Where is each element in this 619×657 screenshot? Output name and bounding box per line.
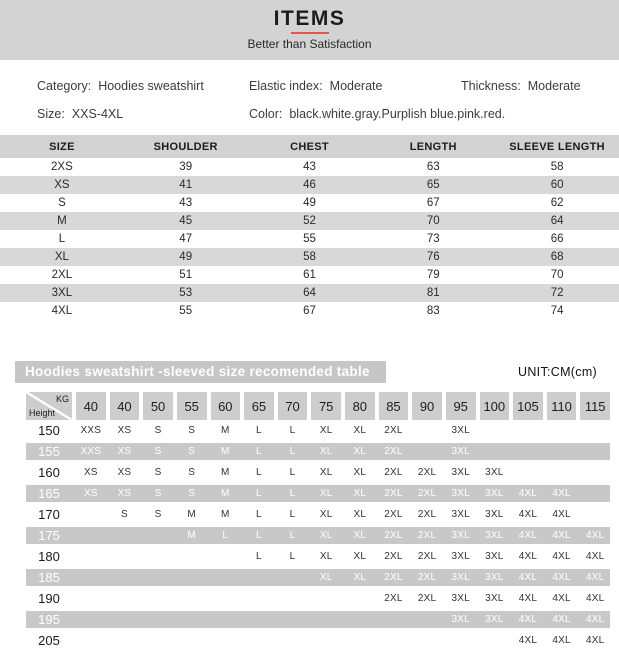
size-table-cell: M [57,215,67,227]
matrix-height-cell: 180 [38,549,60,564]
matrix-size-cell: 4XL [552,635,571,646]
matrix-size-cell: M [221,488,230,499]
matrix-weight-header: 40 [76,392,106,420]
matrix-size-cell: XL [353,530,367,541]
matrix-size-cell: 3XL [485,572,504,583]
matrix-size-cell: L [256,509,262,520]
size-table-cell: 49 [179,251,193,263]
size-table-cell: 43 [179,197,193,209]
matrix-weight-header: 60 [211,392,241,420]
unit-label: UNIT:CM(cm) [518,365,597,379]
size-table-cell: 68 [550,251,564,263]
matrix-size-cell: XL [319,446,333,457]
size-table-cell: 66 [550,233,564,245]
size-table-cell: 55 [179,305,193,317]
matrix-weight-header: 110 [547,392,577,420]
matrix-size-cell: 4XL [585,530,605,541]
matrix-size-cell: S [188,425,196,436]
size-table-row [0,194,619,212]
matrix-size-cell: XXS [80,446,102,457]
matrix-size-cell: M [187,509,196,520]
matrix-row [26,527,610,544]
size-table-cell: S [58,197,66,209]
matrix-size-cell: XL [319,425,333,436]
matrix-size-cell: 4XL [585,551,605,562]
size-table-cell: 76 [426,251,440,263]
matrix-size-cell: 2XL [384,572,403,583]
size-table-header-cell: CHEST [248,135,372,158]
matrix-size-cell: L [289,551,296,562]
matrix-weight-header: 55 [177,392,207,420]
matrix-size-cell: 3XL [451,509,470,520]
size-table-header-cell: LENGTH [371,135,495,158]
matrix-size-cell: 2XL [417,593,437,604]
matrix-row [26,504,610,525]
size-table-cell: 58 [550,161,564,173]
size-table-cell: 43 [303,161,316,173]
matrix-size-cell: 3XL [485,467,504,478]
title-underline [291,32,329,34]
matrix-size-cell: 3XL [485,488,504,499]
matrix-size-cell: 2XL [384,530,403,541]
matrix-size-cell: S [154,509,162,520]
matrix-size-cell: 4XL [552,509,571,520]
size-table-cell: 62 [550,197,564,209]
size-table-cell: 51 [179,269,193,281]
matrix-weight-header: 70 [278,392,308,420]
matrix-size-cell: 3XL [451,467,470,478]
matrix-row [26,569,610,586]
size-table-cell: 70 [426,215,440,227]
size-table-cell: 81 [426,287,440,299]
matrix-size-cell: L [289,467,296,478]
size-table-cell: 64 [303,287,316,299]
matrix-size-cell: M [187,530,196,541]
matrix-size-cell: 3XL [485,614,504,625]
matrix-size-cell: XS [117,425,132,436]
matrix-row [26,611,610,628]
matrix-size-cell: L [256,446,262,457]
matrix-size-cell: L [289,530,296,541]
matrix-size-cell: 3XL [451,446,470,457]
size-table-cell: XL [54,251,69,263]
recommend-section-header [15,361,597,383]
category-field [37,79,249,93]
size-table-row [0,284,619,302]
matrix-size-cell: XL [319,467,333,478]
size-table-cell: 49 [303,197,316,209]
matrix-size-cell: M [221,467,230,478]
matrix-size-cell: 4XL [585,593,605,604]
matrix-size-cell: XL [353,446,367,457]
info-row-1 [37,79,619,93]
elastic-label: Elastic index: [249,79,323,93]
matrix-row [26,443,610,460]
matrix-size-cell: 2XL [417,467,437,478]
size-table-cell: 2XL [51,269,73,281]
matrix-size-cell: 2XL [384,488,403,499]
matrix-size-cell: S [154,446,162,457]
header-banner [0,0,619,60]
matrix-size-cell: 4XL [518,572,538,583]
kg-label: KG [55,394,69,404]
matrix-size-cell: 3XL [451,488,470,499]
matrix-size-cell: 2XL [417,488,437,499]
matrix-row [26,546,610,567]
matrix-size-cell: XS [83,488,98,499]
matrix-row [26,462,610,483]
matrix-weight-header: 40 [110,392,140,420]
color-label: Color: [249,107,283,121]
matrix-size-cell: 3XL [451,425,470,436]
matrix-size-cell: 3XL [451,614,470,625]
size-table-row [0,302,619,320]
size-table-row [0,248,619,266]
size-measurement-table [0,135,619,320]
matrix-size-cell: 2XL [417,530,437,541]
matrix-size-cell: M [221,425,230,436]
matrix-size-cell: 2XL [417,509,437,520]
corner-cell [26,392,72,420]
size-table-body [0,158,619,320]
matrix-row [26,485,610,502]
matrix-weight-header: 75 [311,392,341,420]
matrix-height-cell: 205 [38,633,60,648]
size-table-cell: 60 [550,179,564,191]
matrix-size-cell: 3XL [485,593,504,604]
size-table-cell: 67 [303,305,316,317]
size-table-cell: 45 [179,215,193,227]
matrix-weight-header: 85 [379,392,409,420]
size-table-header-cell: SIZE [0,135,124,158]
matrix-size-cell: L [256,530,262,541]
matrix-height-cell: 150 [38,423,60,438]
matrix-height-cell: 170 [38,507,60,522]
matrix-weight-header: 90 [412,392,442,420]
matrix-size-cell: L [256,467,262,478]
matrix-size-cell: 4XL [552,551,571,562]
matrix-size-cell: 4XL [552,488,571,499]
matrix-size-cell: 3XL [451,572,470,583]
matrix-size-cell: XL [319,572,333,583]
size-table-cell: 74 [550,305,564,317]
matrix-row [26,420,610,441]
size-recommend-matrix [26,392,610,651]
category-value: Hoodies sweatshirt [98,79,204,93]
matrix-size-cell: S [188,467,196,478]
matrix-size-cell: 4XL [552,572,571,583]
page-title: ITEMS [273,7,346,30]
matrix-size-cell: 2XL [384,467,403,478]
matrix-size-cell: S [121,509,128,520]
matrix-weight-header: 95 [446,392,476,420]
size-table-header-cell: SHOULDER [124,135,248,158]
size-table-cell: 65 [426,179,440,191]
matrix-size-cell: 4XL [518,509,538,520]
thickness-label: Thickness: [461,79,521,93]
matrix-header-row [26,392,610,420]
matrix-weight-header: 50 [143,392,173,420]
matrix-size-cell: 4XL [552,593,571,604]
matrix-size-cell: L [256,488,262,499]
matrix-size-cell: XL [319,509,333,520]
matrix-size-cell: L [256,551,262,562]
matrix-height-cell: 185 [38,570,60,585]
height-label: Height [29,408,56,418]
matrix-size-cell: 4XL [585,572,605,583]
size-label: Size: [37,107,65,121]
size-table-cell: 83 [426,305,440,317]
matrix-size-cell: XXS [80,425,102,436]
matrix-size-cell: 4XL [518,614,538,625]
matrix-size-cell: XS [83,467,98,478]
size-table-cell: 52 [303,215,316,227]
matrix-size-cell: 4XL [518,530,538,541]
matrix-size-cell: XL [353,467,367,478]
elastic-value: Moderate [329,79,383,93]
size-table-row [0,230,619,248]
matrix-size-cell: 2XL [384,446,403,457]
matrix-size-cell: 3XL [485,530,504,541]
matrix-size-cell: 3XL [485,509,504,520]
matrix-size-cell: XL [353,551,367,562]
matrix-weight-header: 105 [513,392,543,420]
matrix-size-cell: XS [117,488,132,499]
matrix-size-cell: S [154,425,162,436]
matrix-row [26,630,610,651]
size-table-cell: 41 [179,179,193,191]
matrix-size-cell: L [289,425,296,436]
size-table-row [0,158,619,176]
color-field [249,107,619,121]
matrix-size-cell: L [256,425,262,436]
size-table-cell: 53 [179,287,193,299]
size-table-row [0,212,619,230]
matrix-height-cell: 195 [38,612,60,627]
size-table-cell: 46 [303,179,316,191]
matrix-size-cell: 2XL [384,509,403,520]
matrix-size-cell: 3XL [451,593,470,604]
matrix-weight-header: 80 [345,392,375,420]
size-table-cell: 63 [426,161,440,173]
matrix-size-cell: 4XL [518,635,538,646]
matrix-row [26,588,610,609]
matrix-size-cell: S [188,446,196,457]
size-table-cell: 55 [303,233,316,245]
matrix-size-cell: XL [353,425,367,436]
size-table-cell: 47 [179,233,193,245]
matrix-size-cell: XL [353,488,367,499]
size-table-header-cell: SLEEVE LENGTH [495,135,619,158]
matrix-height-cell: 160 [38,465,60,480]
matrix-size-cell: S [188,488,196,499]
size-table-cell: XS [54,179,70,191]
matrix-size-cell: L [222,530,229,541]
matrix-size-cell: 2XL [417,572,437,583]
size-table-cell: 67 [426,197,440,209]
recommend-title: Hoodies sweatshirt -sleeved size recomended table [15,361,386,383]
elastic-field [249,79,461,93]
matrix-height-cell: 175 [38,528,60,543]
size-table-cell: 79 [426,269,440,281]
matrix-size-cell: 4XL [518,551,538,562]
matrix-weight-header: 100 [480,392,510,420]
size-table-head [0,135,619,158]
page-subtitle: Better than Satisfaction [247,37,372,51]
matrix-size-cell: XL [319,488,333,499]
size-value: XXS-4XL [71,107,124,121]
matrix-weight-header: 115 [580,392,610,420]
matrix-size-cell: M [221,446,230,457]
thickness-value: Moderate [527,79,581,93]
matrix-size-cell: 2XL [384,425,403,436]
size-field [37,107,249,121]
matrix-size-cell: 2XL [417,551,437,562]
matrix-size-cell: XL [353,509,367,520]
matrix-size-cell: S [154,467,162,478]
size-table-cell: 2XS [51,161,73,173]
matrix-height-cell: 190 [38,591,60,606]
matrix-size-cell: 3XL [451,530,470,541]
matrix-size-cell: 2XL [384,551,403,562]
size-table-cell: L [58,233,66,245]
matrix-size-cell: 4XL [585,635,605,646]
matrix-size-cell: 3XL [451,551,470,562]
matrix-size-cell: L [289,509,296,520]
size-table-cell: 61 [303,269,316,281]
matrix-size-cell: XS [117,467,132,478]
matrix-body [26,420,610,651]
color-value: black.white.gray.Purplish blue.pink.red. [289,107,506,121]
matrix-size-cell: S [154,488,162,499]
matrix-size-cell: XL [353,572,367,583]
size-table-cell: 64 [550,215,564,227]
matrix-size-cell: 4XL [585,614,605,625]
size-table-cell: 73 [426,233,440,245]
matrix-size-cell: 4XL [518,488,538,499]
matrix-size-cell: 4XL [518,593,538,604]
matrix-size-cell: L [289,488,296,499]
size-table-cell: 4XL [51,305,73,317]
category-label: Category: [37,79,92,93]
size-table-row [0,266,619,284]
matrix-size-cell: 4XL [552,614,571,625]
size-table-cell: 3XL [51,287,73,299]
product-info [0,60,619,121]
thickness-field [461,79,619,93]
size-table-cell: 72 [550,287,564,299]
info-row-2 [37,107,619,121]
size-table-cell: 70 [550,269,564,281]
matrix-height-cell: 155 [38,444,60,459]
size-table-cell: 39 [179,161,193,173]
matrix-weight-header: 65 [244,392,274,420]
matrix-size-cell: 3XL [485,551,504,562]
matrix-size-cell: M [221,509,230,520]
matrix-size-cell: 4XL [552,530,571,541]
matrix-height-cell: 165 [38,486,60,501]
matrix-size-cell: 2XL [384,593,403,604]
size-table-row [0,176,619,194]
matrix-size-cell: XL [319,551,333,562]
matrix-size-cell: XL [319,530,333,541]
matrix-size-cell: XS [117,446,132,457]
size-table-cell: 58 [303,251,316,263]
matrix-size-cell: L [289,446,296,457]
